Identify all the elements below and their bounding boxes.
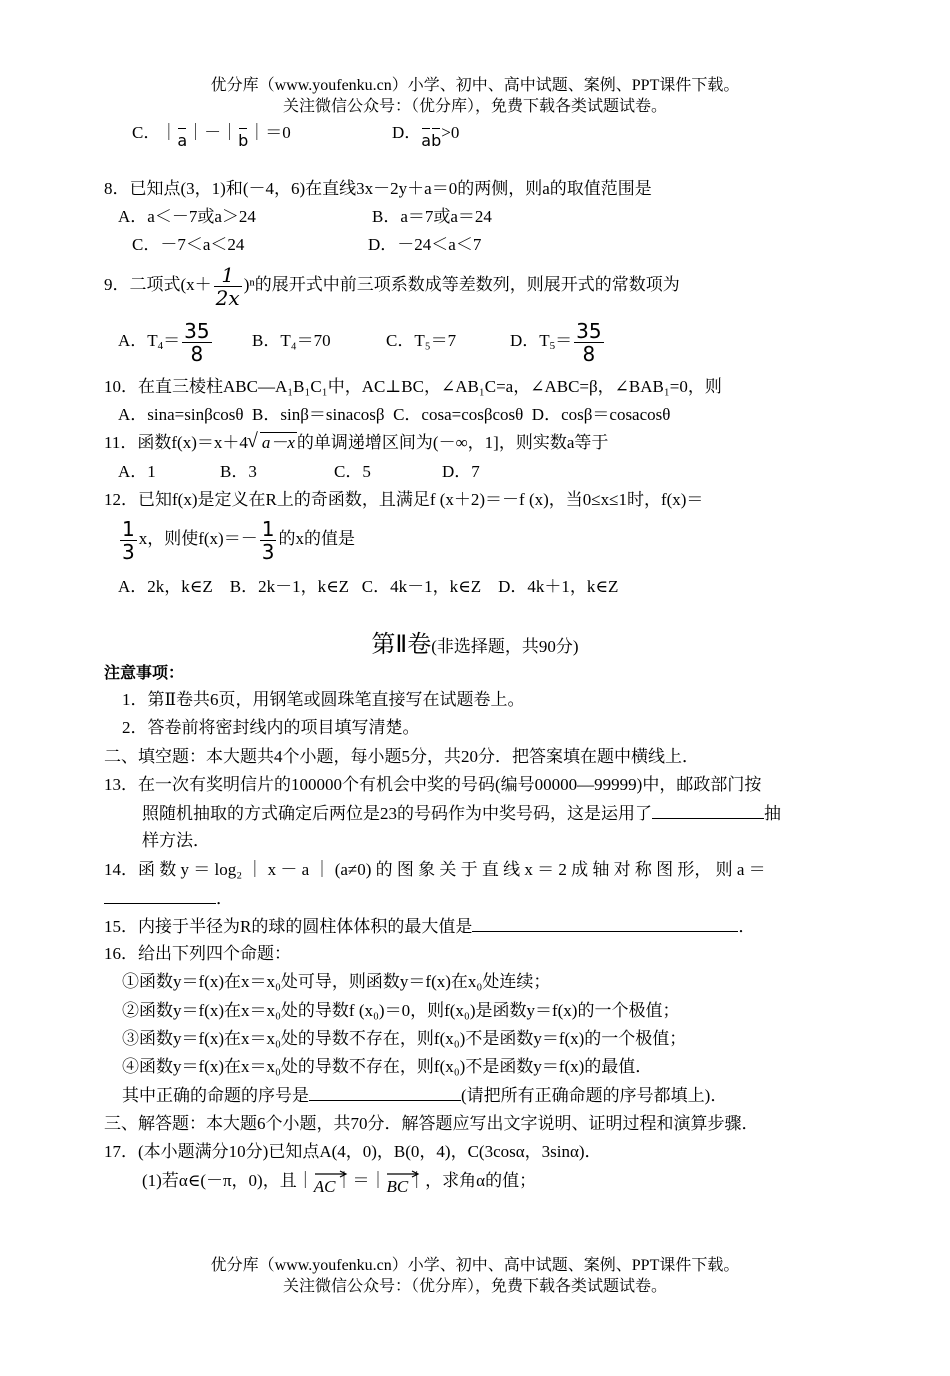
q9-frac-den: 2x xyxy=(215,285,240,310)
q14-line-2 xyxy=(104,887,233,910)
q9-a-pre: A．T xyxy=(118,331,158,350)
notice-2: 2．答卷前将密封线内的项目填写清楚。 xyxy=(122,718,420,737)
vector-b-dot: b xyxy=(431,131,442,150)
q16-ask xyxy=(122,1084,727,1107)
q8-option-b: B．a＝7或a＝24 xyxy=(372,207,492,226)
header-line-1: 优分库（www.youfenku.cn）小学、初中、高中试题、案例、PPT课件下载。 xyxy=(210,77,740,94)
notice-1: 1．第Ⅱ卷共6页，用钢笔或圆珠笔直接写在试题卷上。 xyxy=(122,690,525,709)
q16-proposition-2: ②函数y＝f(x)在x＝x₀处的导数f (x₀)＝0，则f(x₀)是函数y＝f(x)的一个极值； xyxy=(122,1001,680,1020)
q12-fraction-2 xyxy=(260,518,277,563)
q15-answer-blank[interactable] xyxy=(472,915,738,932)
q14-stem: 14．函 数 y ＝ log₂ ｜ x － a ｜ (a≠0) 的 图 象 关 于 直 线 x ＝ 2 成 轴 对 称 图 形， 则 a ＝ xyxy=(104,860,766,879)
q15-end: ． xyxy=(738,917,756,936)
vector-arrow-icon xyxy=(386,1170,420,1178)
q17-mid: ｜＝｜ xyxy=(335,1171,387,1190)
q14-end: ． xyxy=(216,889,233,908)
q11-stem xyxy=(104,432,608,454)
q12-den2: 3 xyxy=(261,539,275,564)
q17-1b: ｜，求角α的值； xyxy=(408,1171,537,1190)
q13-line-3: 样方法． xyxy=(142,831,210,850)
q17-stem: 17．(本小题满分10分)已知点A(4，0)，B(0，4)，C(3cosα，3sinα)． xyxy=(104,1142,602,1161)
q9-a-eq: ＝ xyxy=(163,331,181,350)
vector-ac xyxy=(314,1170,336,1198)
q9-option-c: C．T₅＝7 xyxy=(386,331,457,350)
q9-d-sub: 5 xyxy=(549,340,556,352)
vector-b: b xyxy=(238,131,249,150)
q12-num: 1 xyxy=(122,516,135,541)
q9-option-b: B．T₄＝70 xyxy=(252,331,331,350)
q11-option-d: D．7 xyxy=(442,462,480,481)
q8-option-c: C．－7＜a＜24 xyxy=(132,235,245,254)
q11-option-b: B．3 xyxy=(220,462,257,481)
q13-line-2 xyxy=(142,802,781,825)
q9-d-num: 35 xyxy=(576,318,602,343)
q17-1a: (1)若α∈(－π，0)，且｜ xyxy=(142,1171,314,1190)
q16-ask-text: 其中正确的命题的序号是 xyxy=(122,1086,309,1105)
q15-text: 15．内接于半径为R的球的圆柱体体积的最大值是 xyxy=(104,917,473,936)
q9-a-sub: 4 xyxy=(157,340,164,352)
q12-stem-2 xyxy=(118,516,355,563)
q12-fraction-1 xyxy=(120,518,137,563)
q7-option-d xyxy=(392,122,459,152)
q12-den: 3 xyxy=(122,539,135,564)
q9-option-a xyxy=(118,318,214,369)
vector-a-dot: a xyxy=(421,131,432,150)
solve-heading: 三、解答题：本大题6个小题，共70分．解答题应写出文字说明、证明过程和演算步骤． xyxy=(104,1114,759,1133)
q12-num2: 1 xyxy=(261,516,275,541)
q8-option-d: D．－24＜a＜7 xyxy=(368,235,482,254)
q9-a-num: 35 xyxy=(184,318,210,343)
q7-c-end: ｜＝0 xyxy=(248,123,291,142)
q7-d-end: >0 xyxy=(441,123,460,142)
header-line-2: 关注微信公众号：（优分库），免费下载各类试题试卷。 xyxy=(282,98,667,115)
q9-d-den: 8 xyxy=(582,341,596,366)
q9-pre: 9．二项式(x＋ xyxy=(104,275,212,294)
q9-frac-num: 1 xyxy=(214,264,242,287)
q9-d-pre: D．T xyxy=(510,331,550,350)
q9-post: )ⁿ的展开式中前三项系数成等差数列，则展开式的常数项为 xyxy=(243,275,680,294)
q12-options: A．2k，k∈Z B．2k－1，k∈Z C．4k－1，k∈Z D．4k＋1，k∈Z xyxy=(118,577,619,596)
q9-option-d xyxy=(510,318,606,369)
vector-arrow-icon xyxy=(314,1170,348,1178)
fill-heading: 二、填空题：本大题共4个小题，每小题5分，共20分．把答案填在题中横线上． xyxy=(104,747,699,766)
q9-fraction xyxy=(214,264,242,309)
q15-stem xyxy=(104,915,755,938)
q9-a-fraction xyxy=(182,320,211,365)
q9-a-den: 8 xyxy=(190,341,204,366)
q11-option-a: A．1 xyxy=(118,462,156,481)
q9-d-fraction xyxy=(574,320,603,365)
q11-option-c: C．5 xyxy=(334,462,371,481)
notice-title: 注意事项： xyxy=(104,663,185,682)
q11-sqrt: √ a－x xyxy=(260,432,297,453)
q8-option-a: A．a＜－7或a＞24 xyxy=(118,207,256,226)
vector-ac-label: AC xyxy=(313,1177,336,1196)
q17-part-1 xyxy=(142,1170,536,1198)
q10-options: A．sina=sinβcosθ B．sinβ＝sinacosβ C．cosa=cosβcosθ D．cosβ＝cosacosθ xyxy=(118,405,671,424)
q16-proposition-1: ①函数y＝f(x)在x＝x₀处可导，则函数y＝f(x)在x₀处连续； xyxy=(122,972,551,991)
q7-c-mid: ｜－｜ xyxy=(187,123,239,142)
q16-proposition-3: ③函数y＝f(x)在x＝x₀处的导数不存在，则f(x₀)不是函数y＝f(x)的一个极值； xyxy=(122,1029,687,1048)
part2-subtitle: (非选择题，共90分) xyxy=(431,637,579,656)
q16-answer-blank[interactable] xyxy=(309,1084,461,1101)
q16-stem: 16．给出下列四个命题： xyxy=(104,944,291,963)
q14-answer-blank[interactable] xyxy=(104,887,216,904)
part2-heading xyxy=(0,628,950,664)
q7-option-c xyxy=(132,122,291,152)
q12-stem: 12．已知f(x)是定义在R上的奇函数，且满足f (x＋2)＝－f (x)，当0≤x≤1时，f(x)＝ xyxy=(104,490,704,509)
q7-c-label: C．｜ xyxy=(132,123,178,142)
q13-line-2b: 抽 xyxy=(764,804,781,823)
q12-post: 的x的值是 xyxy=(278,529,355,548)
q9-stem xyxy=(104,262,680,309)
vector-bc xyxy=(386,1170,408,1198)
part2-title: 第Ⅱ卷 xyxy=(371,630,432,658)
q13-line-1: 13．在一次有奖明信片的100000个有机会中奖的号码(编号00000—99999)中，邮政部门按 xyxy=(104,775,762,794)
q12-mid: x，则使f(x)＝－ xyxy=(138,529,258,548)
q11-pre: 11．函数f(x)＝x＋4 xyxy=(104,433,248,452)
q13-line-2a: 照随机抽取的方式确定后两位是23的号码作为中奖号码，这是运用了 xyxy=(142,804,652,823)
vector-a: a xyxy=(177,131,188,150)
q10-stem: 10．在直三棱柱ABC—A₁B₁C₁中，AC⊥BC，∠AB₁C=a，∠ABC=β，∠BAB₁=0，则 xyxy=(104,377,722,396)
q8-stem: 8．已知点(3，1)和(－4，6)在直线3x－2y＋a＝0的两侧，则a的取值范围是 xyxy=(104,179,652,198)
q16-proposition-4: ④函数y＝f(x)在x＝x₀处的导数不存在，则f(x₀)不是函数y＝f(x)的最值． xyxy=(122,1057,653,1076)
q16-ask-end: (请把所有正确命题的序号都填上)． xyxy=(461,1086,728,1105)
footer-line-2: 关注微信公众号：（优分库），免费下载各类试题试卷。 xyxy=(282,1278,667,1295)
q9-d-eq: ＝ xyxy=(555,331,573,350)
footer-line-1: 优分库（www.youfenku.cn）小学、初中、高中试题、案例、PPT课件下载。 xyxy=(210,1257,740,1274)
q7-d-label: D． xyxy=(392,123,422,142)
vector-bc-label: BC xyxy=(386,1177,409,1196)
q11-post: 的单调递增区间为(－∞，1]，则实数a等于 xyxy=(296,433,609,452)
q13-answer-blank[interactable] xyxy=(652,802,764,819)
